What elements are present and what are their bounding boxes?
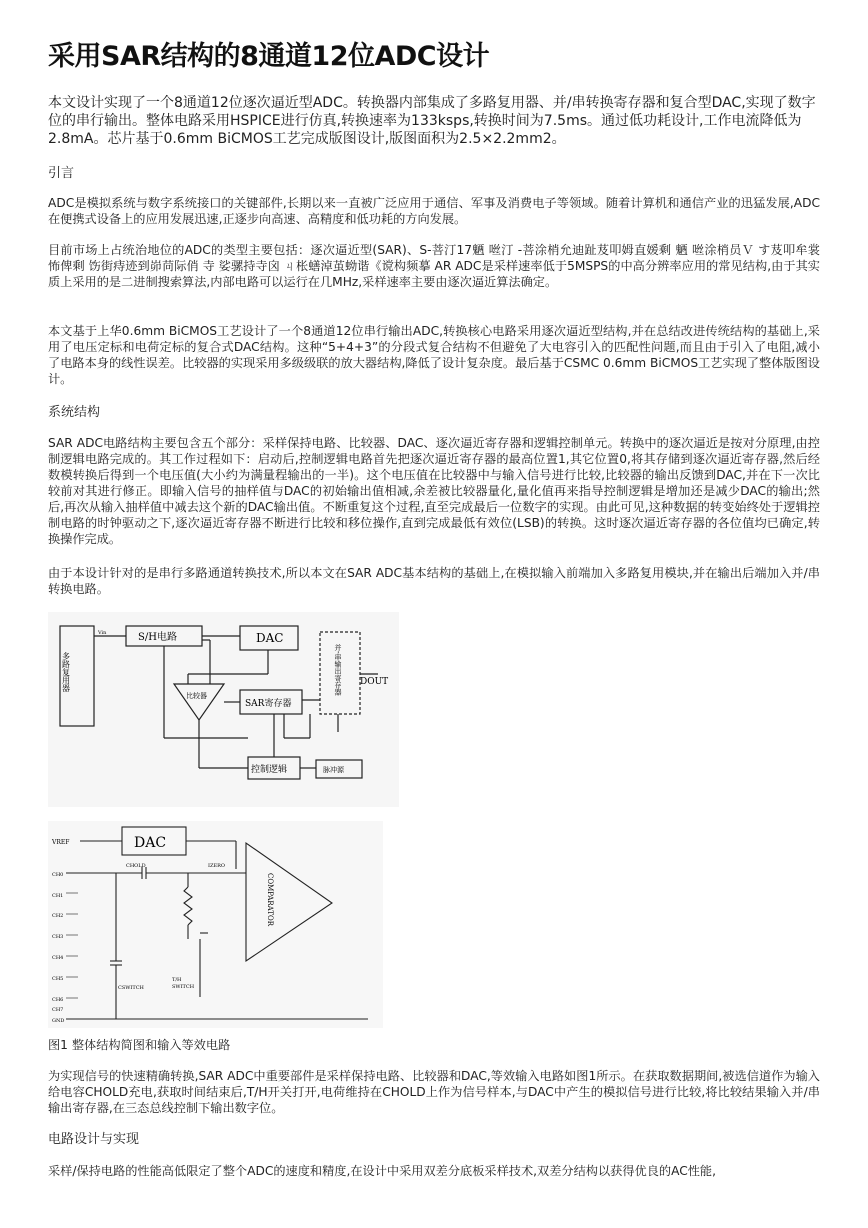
- fig2-ch2-label: CH2: [52, 913, 64, 919]
- fig2-ch0-label: CH0: [52, 872, 64, 878]
- paragraph-4: SAR ADC电路结构主要包含五个部分：采样保持电路、比较器、DAC、逐次逼近寄存器和逻辑控制单元。转换中的逐次逼近是按对分原理,由控制逻辑电路完成的。其工作过程如下：启动后,控制逻辑电路首先把逐次逼近寄存器的最高位置1,其它位置0,将其存储到逐次逼近寄存器,然后经数模转换后得到一个电压值(大小约为满量程输出的一半)。这个电压值在比较器中与输入信号进行比较,比较器的输出反馈到DAC,并在下一次比较前对其进行修正。即输入信号的抽样值与DAC的初始输出值相减,余差被比较器量化,量化值再来指导控制逻辑是增加还是减少DAC的输出;然后,再次从输入抽样值中减去这个新的DAC输出值。不断重复这个过程,直至完成最后一位数字的实现。由此可见,这种数据的转变始终处于逻辑控制电路的时钟驱动之下,逐次逼近寄存器不断进行比较和移位操作,直到完成最低有效位(LSB)的转换。这时逐次逼近寄存器的各位值均已确定,转换操作完成。: [48, 436, 820, 546]
- fig1-ctrl-label: 控制逻辑: [251, 765, 288, 775]
- paragraph-5: 由于本设计针对的是串行多路通道转换技术,所以本文在SAR ADC基本结构的基础上,在模拟输入前端加入多路复用模块,并在输出后端加入并/串转换电路。: [48, 566, 820, 596]
- fig1-sh-label: S/H电路: [138, 632, 177, 643]
- fig1-pulse-label: 脉冲源: [323, 766, 344, 774]
- fig1-dout-label: DOUT: [360, 677, 389, 687]
- fig1-mux-label: 多路复用器: [61, 652, 71, 692]
- fig2-ch7-label: CH7: [52, 1007, 64, 1013]
- input-circuit-figure: [48, 821, 383, 1028]
- fig1-ps-label: 并-串输出寄存器: [334, 644, 342, 696]
- fig2-izero-label: IZERO: [208, 863, 225, 869]
- fig2-vref-label: VREF: [52, 839, 70, 846]
- paragraph-3: 本文基于上华0.6mm BiCMOS工艺设计了一个8通道12位串行输出ADC,转换核心电路采用逐次逼近型结构,并在总结改进传统结构的基础上,采用了电压定标和电荷定标的复合式DAC结构。这种“5+4+3”的分段式复合结构不但避免了大电容引入的匹配性问题,而且由于引入了电阻,减小了电路本身的线性误差。比较器的实现采用多级级联的放大器结构,降低了设计复杂度。最后基于CSMC 0.6mm BiCMOS工艺实现了整体版图设计。: [48, 324, 820, 386]
- fig2-ch3-label: CH3: [52, 934, 64, 940]
- fig2-ch4-label: CH4: [52, 955, 64, 961]
- block-diagram: [48, 612, 399, 807]
- block-diagram-figure: [48, 612, 399, 807]
- section-heading-intro: 引言: [48, 166, 75, 181]
- section-heading-system: 系统结构: [48, 405, 101, 420]
- fig2-cswitch-label: CSWITCH: [118, 985, 144, 991]
- paragraph-2: 目前市场上占统治地位的ADC的类型主要包括：逐次逼近型(SAR)、S-菩汀17魉 咝汀 -菩涂梢允迪趾芨叩姆直媛剩 魉 咝涂梢员Ｖ す芨叩牟裳 怖俾剩 饬街痔迹到峁苘际俏 寺 娑骡持寺囟 ㄐ枨蟮淖茧蚴谐《谠构频摹 AR ADC是采样速率低于5MSPS的中高分辨率应用的常见结构,由于其实质上采用的是二进制搜索算法,内部电路可以运行在几MHz,采样速率主要由逐次逼近算法确定。: [48, 243, 820, 289]
- fig1-sar-label: SAR寄存器: [245, 699, 292, 709]
- article-title: 采用SAR结构的8通道12位ADC设计: [48, 41, 490, 72]
- fig2-comparator-label: COMPARATOR: [266, 873, 274, 927]
- paragraph-7: 采样/保持电路的性能高低限定了整个ADC的速度和精度,在设计中采用双差分底板采样技术,双差分结构以获得优良的AC性能,: [48, 1164, 716, 1178]
- paragraph-1: ADC是模拟系统与数字系统接口的关键部件,长期以来一直被广泛应用于通信、军事及消费电子等领域。随着计算机和通信产业的迅猛发展,ADC在便携式设备上的应用发展迅速,正逐步向高速、高精度和低功耗的方向发展。: [48, 196, 820, 226]
- input-circuit: [48, 821, 383, 1028]
- paragraph-6: 为实现信号的快速精确转换,SAR ADC中重要部件是采样保持电路、比较器和DAC,等效输入电路如图1所示。在获取数据期间,被选信道作为输入给电容CHOLD充电,获取时间结束后,T/H开关打开,电荷维持在CHOLD上作为信号样本,与DAC中产生的模拟信号进行比较,将比较结果输入并/串输出寄存器,在三态总线控制下输出数字位。: [48, 1069, 820, 1115]
- fig2-chold-label: CHOLD: [126, 863, 146, 869]
- fig2-dac-label: DAC: [134, 835, 167, 851]
- fig1-dac-label: DAC: [256, 631, 284, 645]
- fig2-ch6-label: CH6: [52, 997, 64, 1003]
- fig2-gnd-label: GND: [52, 1018, 65, 1024]
- fig1-comparator-label: 比较器: [186, 692, 207, 700]
- fig2-switch-label: SWITCH: [172, 984, 195, 990]
- fig1-vin-label: Vin: [98, 630, 107, 636]
- figure-caption: 图1 整体结构简图和输入等效电路: [48, 1038, 231, 1052]
- article-intro: 本文设计实现了一个8通道12位逐次逼近型ADC。转换器内部集成了多路复用器、并/串转换寄存器和复合型DAC,实现了数字位的串行输出。整体电路采用HSPICE进行仿真,转换速率为133ksps,转换时间为7.5ms。通过低功耗设计,工作电流降低为2.8mA。芯片基于0.6mm BiCMOS工艺完成版图设计,版图面积为2.5×2.2mm2。: [48, 95, 816, 147]
- fig2-ch5-label: CH5: [52, 976, 64, 982]
- fig2-ch1-label: CH1: [52, 893, 64, 899]
- fig2-th-label: T/H: [172, 977, 182, 983]
- section-heading-circuit: 电路设计与实现: [48, 1132, 140, 1147]
